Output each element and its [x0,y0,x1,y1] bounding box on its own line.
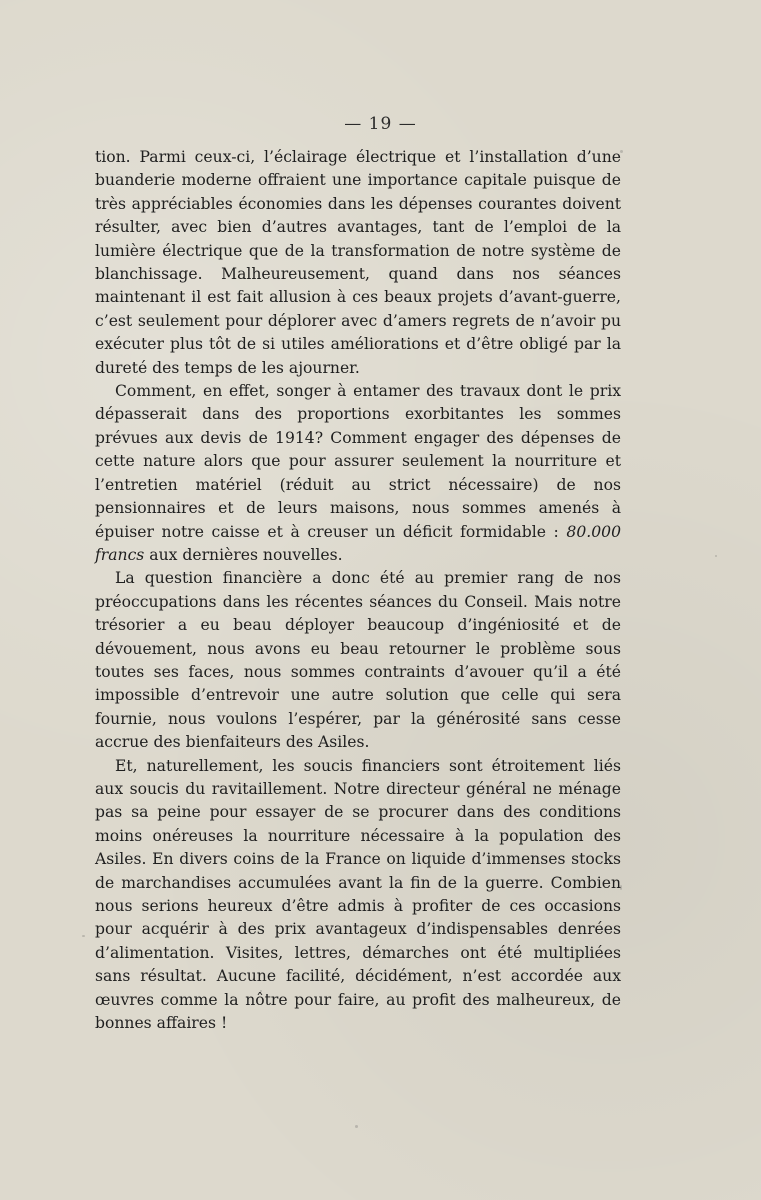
paragraph-2 [95,380,621,567]
paper-speck [715,555,717,557]
paper-speck [355,1125,358,1128]
paragraph-2-text-before: Comment, en effet, songer à entamer des travaux dont le prix dépasserait dans des proportions exorbitantes les sommes prévues aux devis de 1914? Comment engager des dépenses de cette nature alors que pour assurer seulement la nourriture et l’entretien matériel (réduit au strict nécessaire) de nos pensionnaires et de leurs maisons, nous sommes amenés à épuiser notre caisse et à creuser un déficit formidable : [95,382,621,541]
deficit-amount: 80.000 francs [95,522,621,564]
paper-speck [620,150,623,153]
paragraph-1: tion. Parmi ceux-ci, l’éclairage électrique et l’installation d’une buanderie moderne offraient une importance capitale puisque de très appréciables économies dans les dépenses courantes doivent résulter, avec bien d’autres avantages, tant de l’emploi de la lumière électrique que de la transformation de notre système de blanchissage. Malheureusement, quand dans nos séances maintenant il est fait allusion à ces beaux projets d’avant-guerre, c’est seulement pour déplorer avec d’amers regrets de n’avoir pu exécuter plus tôt de si utiles améliorations et d’être obligé par la dureté des temps de les ajourner. [95,148,621,377]
paragraph-3: La question financière a donc été au premier rang de nos préoccupations dans les récentes séances du Conseil. Mais notre trésorier a eu beau déployer beaucoup d’ingéniosité et de dévouement, nous avons eu beau retourner le problème sous toutes ses faces, nous sommes contraints d’avouer qu’il a été impossible d’entrevoir une autre solution que celle qui sera fournie, nous voulons l’espérer, par la générosité sans cesse accrue des bienfaiteurs des Asiles. [95,569,621,752]
paper-speck [140,600,142,602]
page-number: — 19 — [344,114,417,134]
paper-speck [260,990,262,992]
paragraph-2-text-after: aux dernières nouvelles. [144,545,343,564]
paragraph-4: Et, naturellement, les soucis financiers sont étroitement liés aux soucis du ravitaillement. Notre directeur général ne ménage pas sa peine pour essayer de se procurer dans des conditions moins onéreuses la nourriture nécessaire à la population des Asiles. En divers coins de la France on liquide d’immenses stocks de marchandises accumulées avant la fin de la guerre. Combien nous serions heureux d’être admis à profiter de ces occasions pour acquérir à des prix avantageux d’indispensables denrées d’alimentation. Visites, lettres, démarches ont été multipliées sans résultat. Aucune facilité, décidément, n’est accordée aux œuvres comme la nôtre pour faire, au profit des malheureux, de bonnes affaires ! [95,756,621,1033]
paper-speck [620,885,622,890]
body-text [95,146,621,1035]
paper-speck [82,935,85,937]
